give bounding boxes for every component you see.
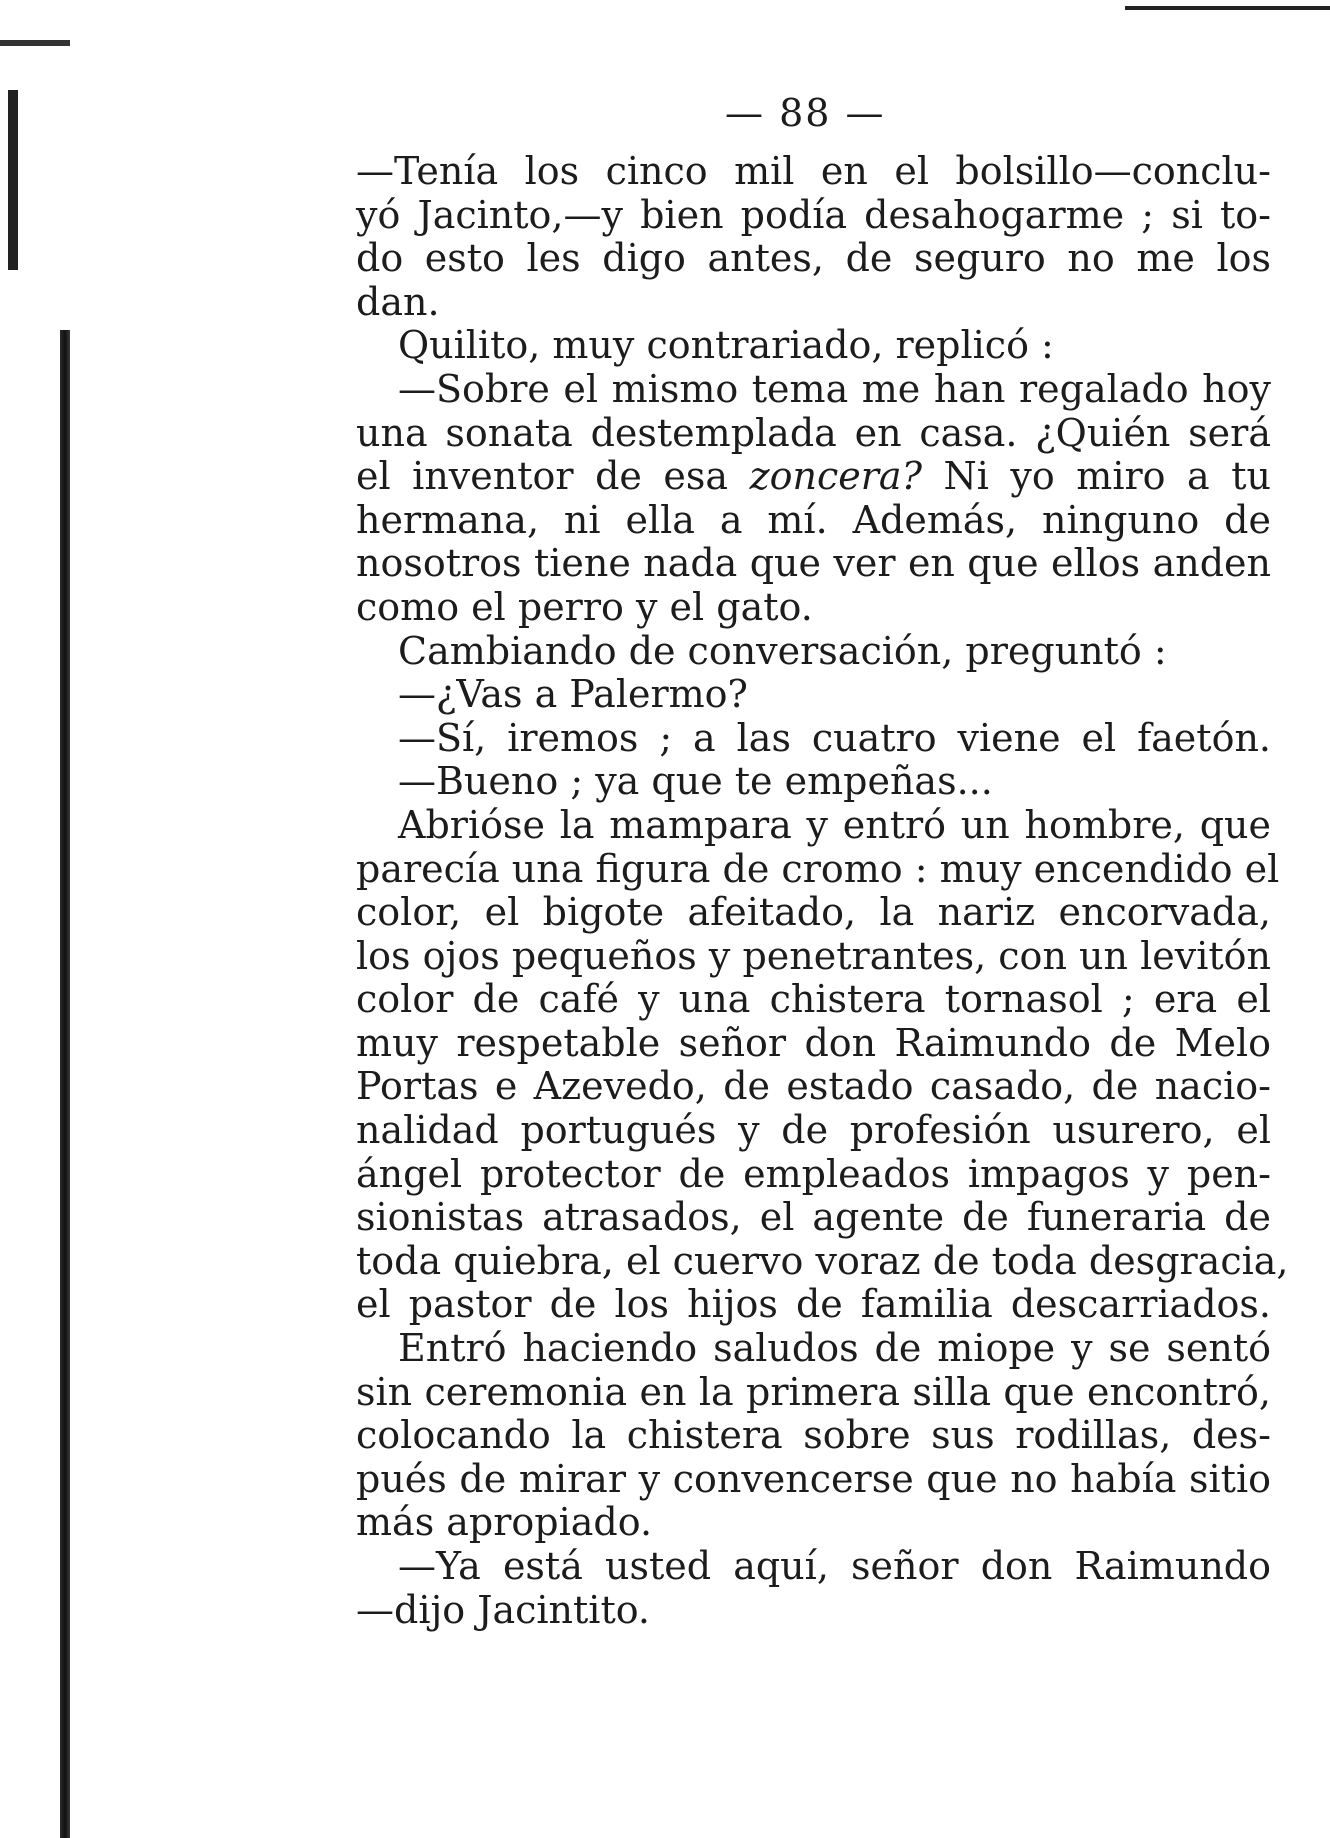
text-line: —Bueno ; ya que te empeñas... <box>398 759 993 804</box>
text-line: más apropiado. <box>356 1500 653 1545</box>
text-line: —Sí, iremos ; a las cuatro viene el faetón. <box>398 715 1271 760</box>
binding-mark-top <box>0 40 70 46</box>
page-binding-edge <box>0 0 78 1838</box>
text-line: Entró haciendo saludos de miope y se sentó <box>398 1326 1271 1371</box>
text-fragment: el inventor de esa <box>356 454 750 499</box>
page-number: — 88 — <box>725 91 886 135</box>
text-line: Portas e Azevedo, de estado casado, de nacio- <box>356 1064 1271 1109</box>
text-line: ángel protector de empleados impagos y pen- <box>356 1151 1271 1196</box>
text-line: nalidad portugués y de profesión usurero, el <box>356 1108 1271 1153</box>
text-line: —Tenía los cinco mil en el bolsillo—conclu- <box>356 149 1271 193</box>
text-line: sin ceremonia en la primera silla que encontró, <box>356 1369 1271 1414</box>
text-line: dan. <box>356 279 440 324</box>
text-line: Abrióse la mampara y entró un hombre, que <box>398 802 1271 847</box>
text-line: color de café y una chistera tornasol ; era el <box>356 977 1271 1022</box>
text-line-with-italic <box>356 455 1271 499</box>
text-line: —Ya está usted aquí, señor don Raimundo <box>398 1544 1271 1588</box>
body-text <box>356 149 1289 1632</box>
text-line: hermana, ni ella a mí. Además, ninguno de <box>356 497 1271 542</box>
text-line: como el perro y el gato. <box>356 584 813 629</box>
text-line: nosotros tiene nada que ver en que ellos anden <box>356 541 1271 586</box>
text-line: do esto les digo antes, de seguro no me los <box>356 236 1271 281</box>
text-line: toda quiebra, el cuervo voraz de toda desgracia, <box>356 1238 1289 1283</box>
text-line: pués de mirar y convencerse que no había sitio <box>356 1456 1271 1501</box>
text-line: parecía una figura de cromo : muy encendido el <box>356 846 1280 891</box>
text-line: —Sobre el mismo tema me han regalado hoy <box>398 366 1271 411</box>
text-line: colocando la chistera sobre sus rodillas, des- <box>356 1413 1271 1458</box>
text-line: una sonata destemplada en casa. ¿Quién será <box>356 410 1271 455</box>
binding-shadow-upper <box>8 90 18 270</box>
text-line: muy respetable señor don Raimundo de Melo <box>356 1020 1271 1065</box>
text-line: Cambiando de conversación, preguntó : <box>398 628 1167 673</box>
text-line: —¿Vas a Palermo? <box>398 672 748 717</box>
text-line: yó Jacinto,—y bien podía desahogarme ; si to- <box>356 192 1271 237</box>
text-line: el pastor de los hijos de familia descarriados. <box>356 1282 1271 1327</box>
text-line: —dijo Jacintito. <box>356 1587 650 1632</box>
text-line: sionistas atrasados, el agente de funeraria de <box>356 1195 1271 1240</box>
text-line: color, el bigote afeitado, la nariz encorvada, <box>356 890 1271 935</box>
italic-word: zoncera? <box>749 454 922 499</box>
text-line: los ojos pequeños y penetrantes, con un levitón <box>356 933 1271 978</box>
text-line: Quilito, muy contrariado, replicó : <box>398 323 1054 368</box>
header-rule <box>1125 6 1330 10</box>
binding-shadow-lower <box>60 330 70 1838</box>
text-fragment: Ni yo miro a tu <box>921 454 1271 499</box>
